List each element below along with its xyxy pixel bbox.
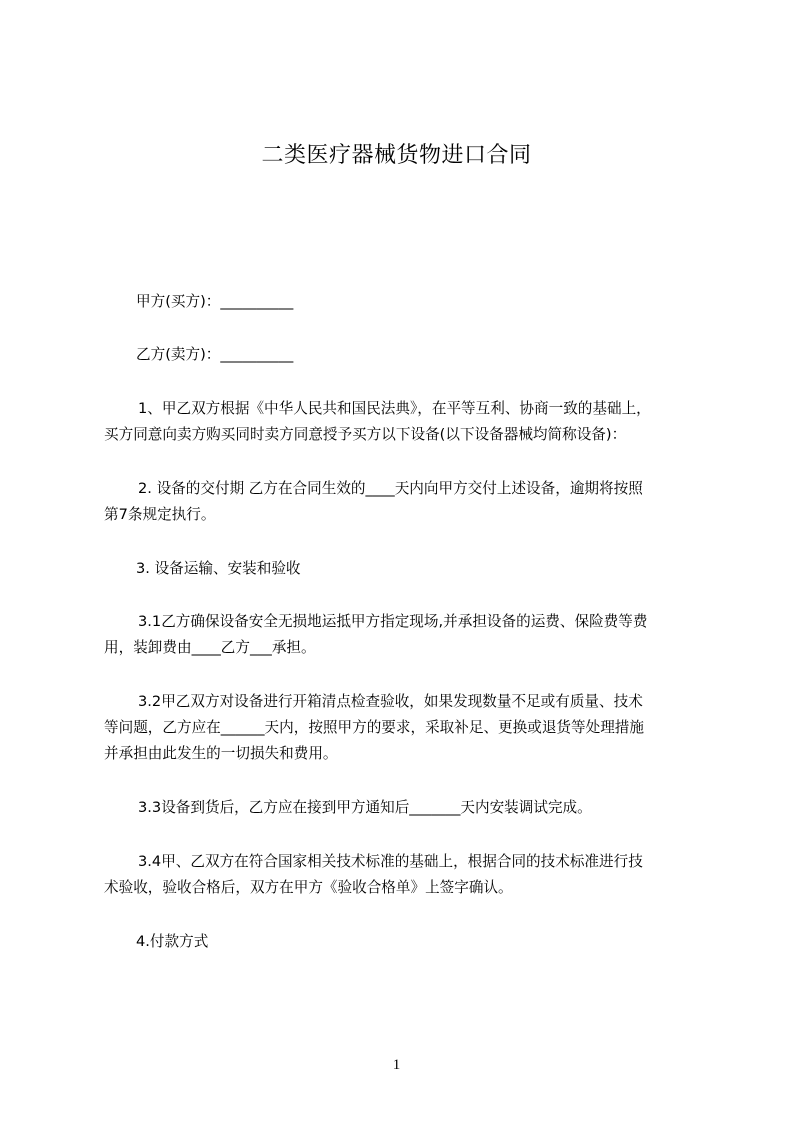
clause-3-1-line-1: 3.1乙方确保设备安全无损地运抵甲方指定现场,并承担设备的运费、保险费等费: [138, 613, 648, 630]
party-b-line: 乙方(卖方)：__________: [136, 346, 294, 363]
page-number: 1: [392, 1057, 401, 1073]
clause-3-4-line-1: 3.4甲、乙双方在符合国家相关技术标准的基础上，根据合同的技术标准进行技: [138, 853, 643, 870]
clause-1-line-1: 1、甲乙双方根据《中华人民共和国民法典》，在平等互利、协商一致的基础上，: [138, 400, 651, 417]
clause-3-2-line-1: 3.2甲乙双方对设备进行开箱清点检查验收，如果发现数量不足或有质量、技术: [138, 693, 643, 710]
clause-3-2-line-2: 等问题，乙方应在______天内，按照甲方的要求，采取补足、更换或退货等处理措施: [104, 719, 644, 736]
clause-3-3-line: 3.3设备到货后，乙方应在接到甲方通知后_______天内安装调试完成。: [138, 799, 592, 816]
clause-3-heading: 3. 设备运输、安装和验收: [136, 560, 301, 577]
clause-4-heading: 4.付款方式: [136, 933, 209, 950]
clause-2-line-2: 第7条规定执行。: [104, 506, 216, 523]
clause-2-line-1: 2. 设备的交付期 乙方在合同生效的____天内向甲方交付上述设备，逾期将按照: [138, 480, 643, 497]
document-title: 二类医疗器械货物进口合同: [261, 143, 532, 168]
clause-3-2-line-3: 并承担由此发生的一切损失和费用。: [104, 745, 338, 762]
clause-1-line-2: 买方同意向卖方购买同时卖方同意授予买方以下设备(以下设备器械均简称设备)：: [104, 426, 627, 443]
clause-3-4-line-2: 术验收，验收合格后，双方在甲方《验收合格单》上签字确认。: [104, 879, 513, 896]
party-a-line: 甲方(买方)：__________: [136, 293, 294, 310]
clause-3-1-line-2: 用，装卸费由____乙方___承担。: [104, 639, 316, 656]
